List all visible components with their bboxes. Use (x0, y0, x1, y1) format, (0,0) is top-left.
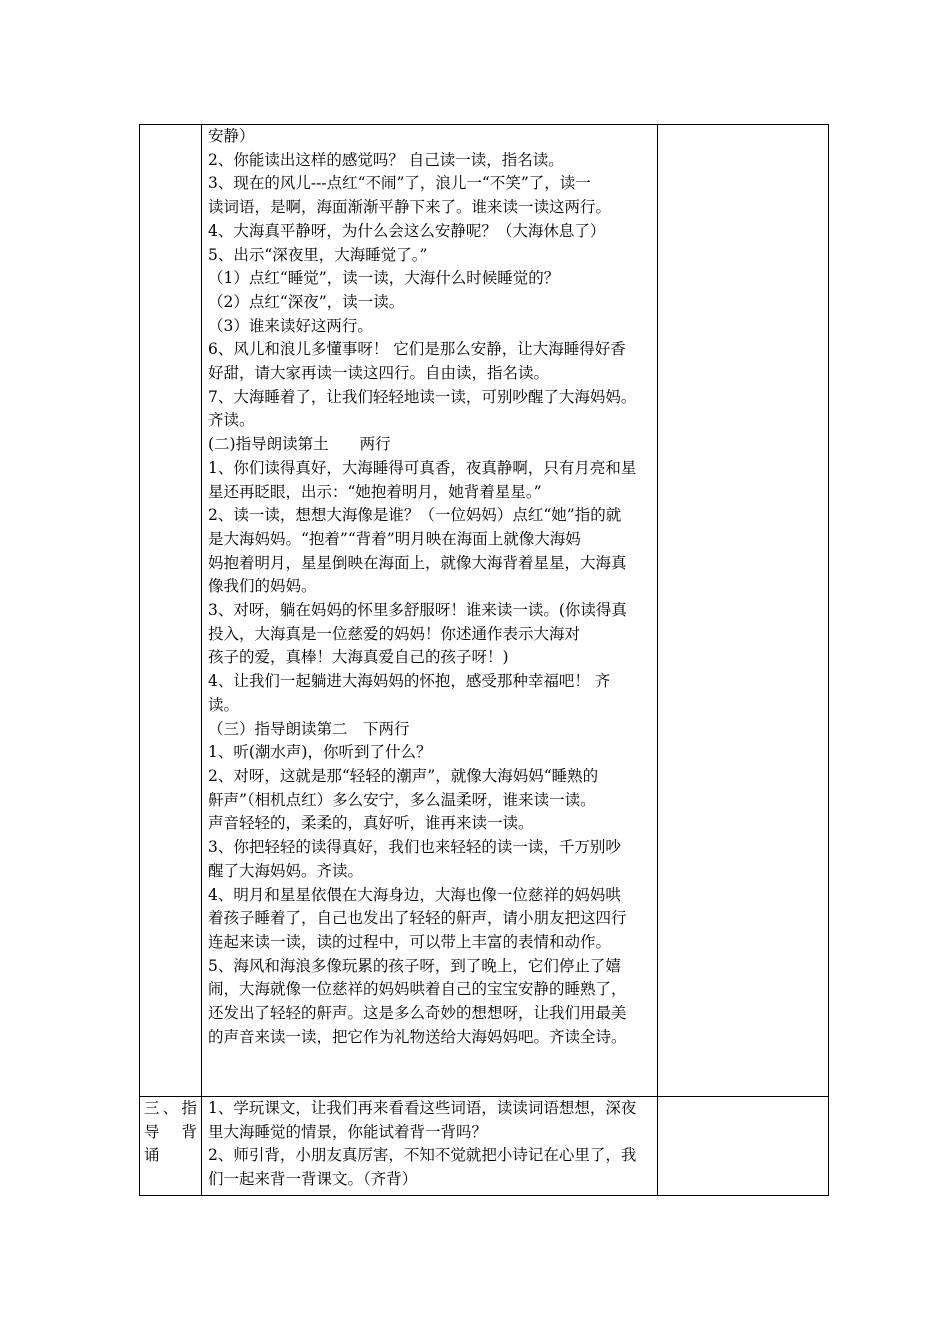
text-line: （三）指导朗读第二 下两行 (208, 719, 410, 738)
text-line: 2、师引背，小朋友真厉害，不知不觉就把小诗记在心里了，我 (208, 1146, 637, 1165)
text-line: 2、你能读出这样的感觉吗？ 自己读一读，指名读。 (208, 150, 564, 169)
text-line: 6、风儿和浪儿多懂事呀！ 它们是那么安静，让大海睡得好香 (208, 340, 626, 359)
text-line: 孩子的爱，真棒！大海真爱自己的孩子呀！) (208, 648, 509, 667)
text-line: 妈抱着明月，星星倒映在海面上，就像大海背着星星，大海真 (208, 553, 627, 572)
content-cell (202, 125, 658, 1097)
text-line: 醒了大海妈妈。齐读。 (208, 861, 364, 880)
text-line: 星还再眨眼，出示：“她抱着明月，她背着星星。” (208, 482, 542, 501)
notes-cell (658, 125, 829, 1097)
text-line: 里大海睡觉的情景，你能试着背一背吗？ (208, 1122, 488, 1141)
text-line: 还发出了轻轻的鼾声。这是多么奇妙的想想呀，让我们用最美 (208, 1004, 627, 1023)
text-line: 着孩子睡着了，自己也发出了轻轻的鼾声，请小朋友把这四行 (208, 909, 627, 928)
content-cell (202, 1097, 658, 1196)
text-line: 2、对呀，这就是那“轻轻的潮声”，就像大海妈妈“睡熟的 (208, 766, 599, 785)
text-line: 们一起来背一背课文。（齐背） (208, 1170, 418, 1189)
text-line: 闹，大海就像一位慈祥的妈妈哄着自己的宝宝安静的睡熟了， (208, 980, 627, 999)
text-line: 声音轻轻的，柔柔的，真好听，谁再来读一读。 (208, 814, 534, 833)
stage-text-line: 三、指 (144, 1099, 197, 1117)
text-line: 读词语，是啊，海面渐渐平静下来了。谁来读一读这两行。 (208, 198, 612, 217)
text-line: 鼾声”（相机点红）多么安宁，多么温柔呀，谁来读一读。 (208, 790, 596, 809)
text-line: (二)指导朗读第土 两行 (208, 435, 391, 454)
text-line: 1、听(潮水声)，你听到了什么？ (208, 743, 432, 762)
content-block (202, 1097, 657, 1192)
table-row (140, 125, 829, 1097)
stage-text-line: 导 背 (144, 1122, 197, 1141)
text-line: 是大海妈妈。“抱着”“背着”明月映在海面上就像大海妈 (208, 529, 581, 548)
text-line: 连起来读一读，读的过程中，可以带上丰富的表情和动作。 (208, 932, 612, 951)
text-line: 的声音来读一读，把它作为礼物送给大海妈妈吧。齐读全诗。 (208, 1027, 627, 1046)
text-line: 4、让我们一起躺进大海妈妈的怀抱，感受那种幸福吧！ 齐 (208, 672, 611, 691)
text-line: 5、海风和海浪多像玩累的孩子呀，到了晚上，它们停止了嬉 (208, 956, 621, 975)
text-line: 像我们的妈妈。 (208, 577, 317, 596)
text-line: 3、对呀，躺在妈妈的怀里多舒服呀！谁来读一读。(你读得真 (208, 601, 627, 620)
stage-text-line: 诵 (144, 1146, 160, 1165)
text-line: 读。 (208, 695, 240, 714)
text-line: 2、读一读，想想大海像是谁？（一位妈妈）点红“她”指的就 (208, 506, 622, 525)
text-line: 好甜，请大家再读一读这四行。自由读，指名读。 (208, 364, 550, 383)
text-line: 1、你们读得真好，大海睡得可真香，夜真静啊，只有月亮和星 (208, 458, 637, 477)
text-line: 安静） (208, 127, 255, 145)
text-line: 7、大海睡着了，让我们轻轻地读一读，可别吵醒了大海妈妈。 (208, 387, 637, 406)
lesson-table (139, 124, 829, 1196)
content-block (202, 125, 657, 1049)
text-line: 4、明月和星星依偎在大海身边，大海也像一位慈祥的妈妈哄 (208, 885, 621, 904)
text-line: 齐读。 (208, 411, 255, 430)
stage-cell (140, 125, 202, 1097)
text-line: （1）点红“睡觉”，读一读，大海什么时候睡觉的？ (208, 269, 560, 288)
text-line: 5、出示“深夜里，大海睡觉了。” (208, 245, 428, 264)
table-row (140, 1097, 829, 1196)
text-line: 投入，大海真是一位慈爱的妈妈！你述通作表示大海对 (208, 624, 581, 643)
text-line: （3）谁来读好这两行。 (208, 316, 373, 335)
text-line: 3、现在的风儿---点红“不闹”了，浪儿一“不笑”了，读一 (208, 174, 591, 193)
text-line: 4、大海真平静呀，为什么会这么安静呢？（大海休息了） (208, 221, 606, 240)
stage-cell (140, 1097, 202, 1196)
notes-cell (658, 1097, 829, 1196)
stage-label (140, 1097, 201, 1168)
text-line: 1、学玩课文，让我们再来看看这些词语，读读词语想想，深夜 (208, 1099, 637, 1117)
text-line: （2）点红“深夜”，读一读。 (208, 292, 405, 311)
text-line: 3、你把轻轻的读得真好，我们也来轻轻的读一读，千万别吵 (208, 838, 621, 857)
